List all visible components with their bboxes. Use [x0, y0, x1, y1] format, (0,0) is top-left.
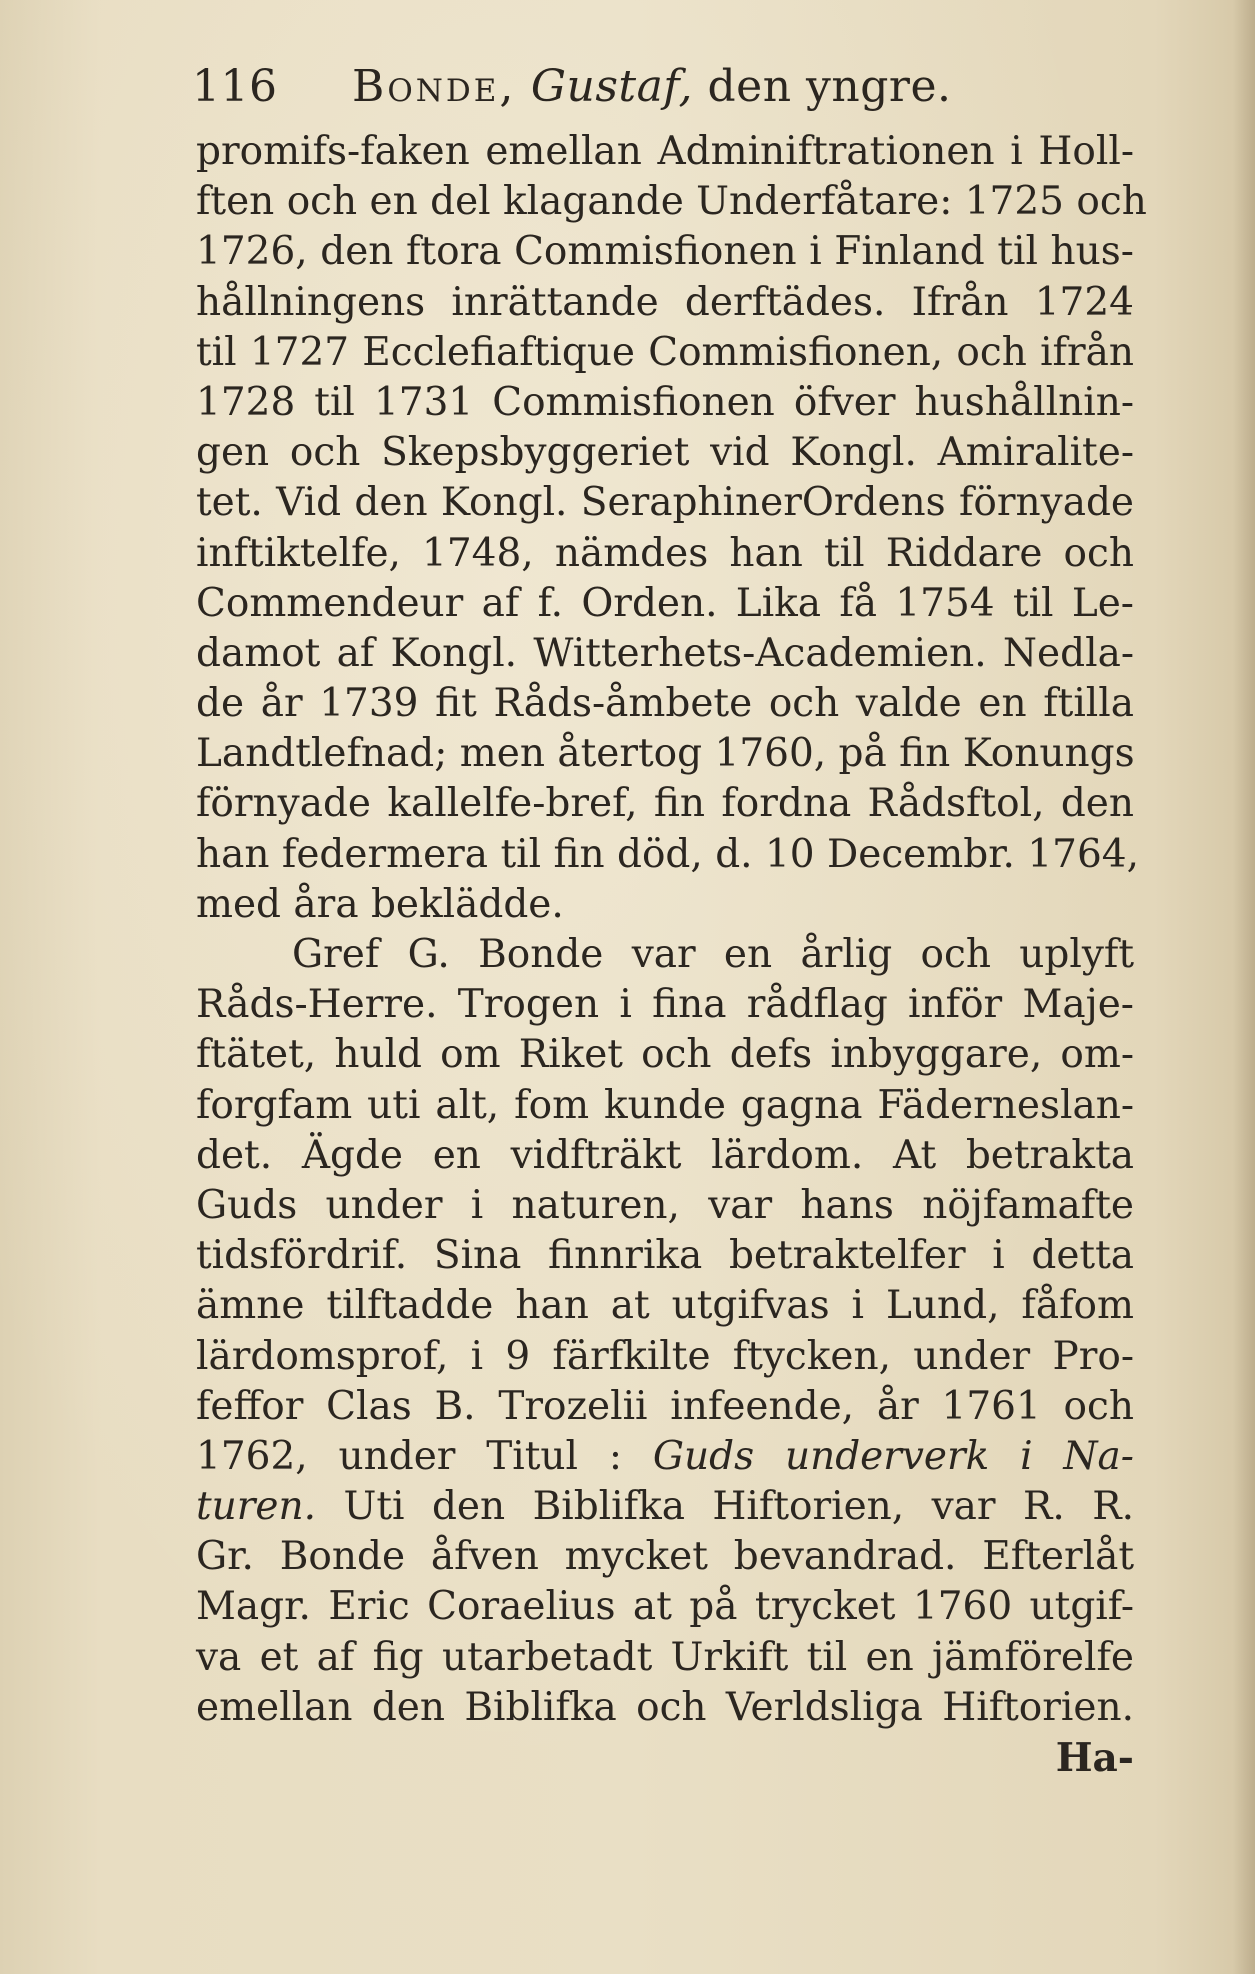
text-line: tidsfördrif. Sina finnrika betraktelfer i detta: [196, 1233, 1134, 1279]
book-title-part: turen.: [196, 1484, 317, 1530]
text-line: ftätet, huld om Riket och defs inbyggare, om-: [196, 1032, 1134, 1078]
text-line: Commendeur af f. Orden. Lika få 1754 til Le-: [196, 580, 1134, 626]
text-segment: 1762, under Titul :: [196, 1433, 622, 1479]
text-line: det. Ägde en vidfträkt lärdom. At betrakta: [196, 1132, 1134, 1178]
text-line: ämne tilftadde han at utgifvas i Lund, fåfom: [196, 1283, 1134, 1329]
paragraph-end-line: med åra beklädde.: [196, 881, 564, 927]
text-line: emellan den Biblifka och Verldsliga Hiftorien.: [196, 1684, 1134, 1730]
text-line-with-title: [196, 1432, 1134, 1482]
text-line: inftiktelfe, 1748, nämdes han til Riddare och: [196, 530, 1134, 576]
text-line: 1728 til 1731 Commisfionen öfver hushållnin-: [196, 379, 1134, 425]
text-line: han federmera til fin död, d. 10 Decembr. 1764,: [196, 831, 1139, 877]
text-line: feffor Clas B. Trozelii infeende, år 1761 och: [196, 1383, 1134, 1429]
header-surname: Bonde,: [351, 61, 517, 112]
text-line: Råds-Herre. Trogen i fina rådflag inför Maje-: [196, 982, 1134, 1028]
running-header: [192, 52, 1122, 122]
text-line: de år 1739 fit Råds-åmbete och valde en ftilla: [196, 681, 1134, 727]
text-line: lärdomsprof, i 9 färfkilte ftycken, under Pro-: [196, 1333, 1134, 1379]
text-line: Magr. Eric Coraelius at på trycket 1760 utgif-: [196, 1584, 1134, 1630]
text-line: 1726, den ftora Commisfionen i Finland til hus-: [196, 229, 1134, 275]
text-line: promifs-faken emellan Adminiftrationen i Holl-: [196, 129, 1134, 174]
text-line: Landtlefnad; men återtog 1760, på fin Konungs: [196, 731, 1135, 777]
header-given-name: Gustaf,: [530, 61, 694, 112]
book-title-part: Guds underverk i Na-: [652, 1433, 1134, 1479]
text-line: Gr. Bonde åfven mycket bevandrad. Efterlåt: [196, 1534, 1134, 1580]
text-line: va et af fig utarbetadt Urkift til en jämförelfe: [196, 1634, 1134, 1680]
text-line: damot af Kongl. Witterhets-Academien. Nedla-: [196, 630, 1134, 676]
text-line: ften och en del klagande Underfåtare: 1725 och: [196, 179, 1147, 225]
page-number: 116: [192, 61, 278, 112]
text-segment: Uti den Biblifka Hiftorien, var R. R.: [343, 1484, 1135, 1530]
text-line: hållningens inrättande derftädes. Ifrån 1724: [196, 279, 1134, 325]
text-line: tet. Vid den Kongl. SeraphinerOrdens förnyade: [196, 480, 1134, 526]
text-line: förnyade kallelfe-bref, fin fordna Rådsftol, den: [196, 781, 1134, 827]
text-line: forgfam uti alt, fom kunde gagna Fäderneslan-: [196, 1082, 1134, 1128]
text-line: Guds under i naturen, var hans nöjfamafte: [196, 1182, 1134, 1228]
paragraph-start-line: Gref G. Bonde var en årlig och uplyft: [292, 932, 1134, 977]
body-text: [196, 127, 1147, 1783]
text-line-with-title: [196, 1482, 1134, 1532]
text-line: gen och Skepsbyggeriet vid Kongl. Amiralite-: [196, 430, 1134, 476]
catchword: Ha-: [1055, 1735, 1134, 1781]
text-line: til 1727 Ecclefiaftique Commisfionen, och ifrån: [196, 329, 1134, 375]
header-rest: den yngre.: [707, 61, 952, 112]
